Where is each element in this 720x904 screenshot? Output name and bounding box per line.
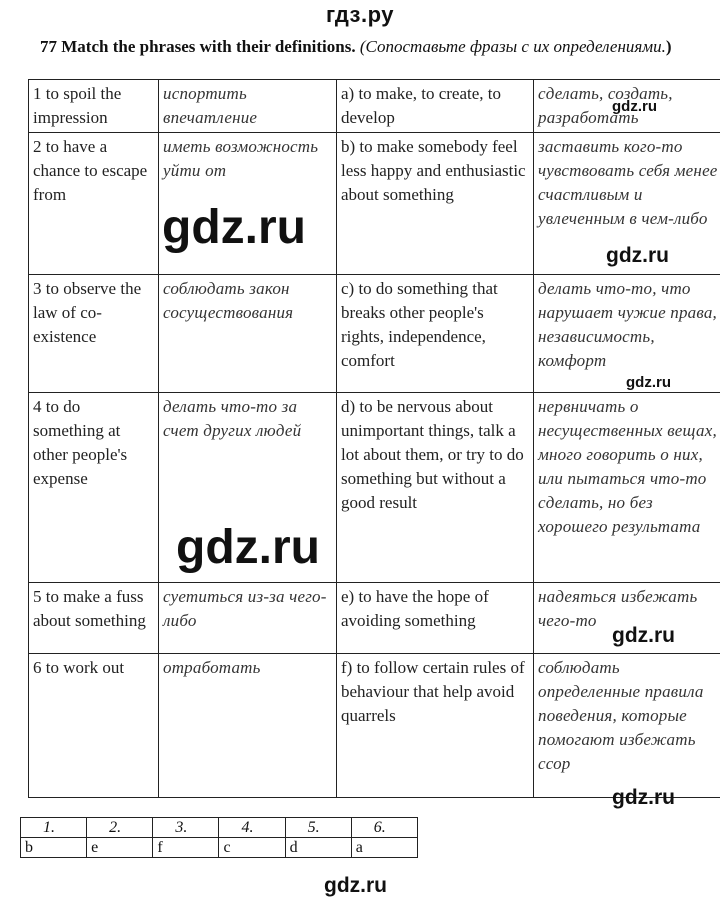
task-close-paren: ) <box>665 37 672 56</box>
definition-translation-cell: заставить кого-то чувствовать себя менее счастливым и увлеченным в чем-либо <box>534 133 720 275</box>
answer-number: 4. <box>219 818 285 838</box>
watermark: gdz.ru <box>612 624 675 647</box>
definition-translation-cell: делать что-то, что нарушает чужие права, независимость, комфорт <box>534 275 720 393</box>
answer-number: 5. <box>285 818 351 838</box>
answer-number: 3. <box>153 818 219 838</box>
phrase-translation-cell: суетиться из-за чего-либо <box>159 583 337 654</box>
definition-cell: f) to follow certain rules of behaviour that help avoid quarrels <box>337 654 534 798</box>
answer-number: 1. <box>21 818 87 838</box>
answer-letter: f <box>153 838 219 858</box>
answer-letters-row <box>21 838 418 858</box>
answer-letter: e <box>87 838 153 858</box>
task-title: Match the phrases with their definitions. <box>61 37 356 56</box>
phrase-translation-cell: иметь возможность уйти от <box>159 133 337 275</box>
phrase-cell: 4 to do something at other people's expense <box>29 393 159 583</box>
definition-cell: b) to make somebody feel less happy and enthusiastic about something <box>337 133 534 275</box>
definition-cell: d) to be nervous about unimportant things, talk a lot about them, or try to do something but without a good result <box>337 393 534 583</box>
matching-table <box>28 79 720 798</box>
watermark: gdz.ru <box>162 201 306 254</box>
table-row <box>29 393 720 583</box>
answer-letter: d <box>285 838 351 858</box>
definition-cell: a) to make, to create, to develop <box>337 80 534 133</box>
watermark: gdz.ru <box>606 244 669 267</box>
phrase-cell: 5 to make a fuss about something <box>29 583 159 654</box>
answer-number: 2. <box>87 818 153 838</box>
answer-letter: b <box>21 838 87 858</box>
definition-translation-cell: надеяться избежать чего-то <box>534 583 720 654</box>
answer-number: 6. <box>351 818 417 838</box>
definition-cell: c) to do something that breaks other people's rights, independence, comfort <box>337 275 534 393</box>
phrase-cell: 2 to have a chance to escape from <box>29 133 159 275</box>
table-row <box>29 275 720 393</box>
phrase-translation-cell: делать что-то за счет других людей <box>159 393 337 583</box>
answer-letter: a <box>351 838 417 858</box>
phrase-translation-cell: соблюдать закон сосуществования <box>159 275 337 393</box>
watermark: gdz.ru <box>324 874 387 897</box>
watermark: gdz.ru <box>612 786 675 809</box>
definition-translation-cell: нервничать о несущественных вещах, много говорить о них, или пытаться что-то сделать, но без хорошего результата <box>534 393 720 583</box>
watermark: gdz.ru <box>176 521 320 574</box>
phrase-cell: 3 to observe the law of co-existence <box>29 275 159 393</box>
answer-letter: c <box>219 838 285 858</box>
table-row <box>29 654 720 798</box>
phrase-translation-cell: испортить впечатление <box>159 80 337 133</box>
definition-cell: e) to have the hope of avoiding something <box>337 583 534 654</box>
watermark: gdz.ru <box>626 374 671 391</box>
task-translation: (Сопоставьте фразы с их определениями. <box>359 37 666 56</box>
answer-numbers-row <box>21 818 418 838</box>
phrase-translation-cell: отработать <box>159 654 337 798</box>
phrase-cell: 1 to spoil the impression <box>29 80 159 133</box>
watermark: gdz.ru <box>612 98 657 115</box>
task-heading <box>40 36 704 57</box>
answer-table <box>20 817 418 858</box>
phrase-cell: 6 to work out <box>29 654 159 798</box>
task-number: 77 <box>40 37 57 56</box>
definition-translation-cell: сделать, создать, разработать <box>534 80 720 133</box>
site-header: гдз.ру <box>326 2 394 27</box>
definition-translation-cell: соблюдать определенные правила поведения, которые помогают избежать ссор <box>534 654 720 798</box>
